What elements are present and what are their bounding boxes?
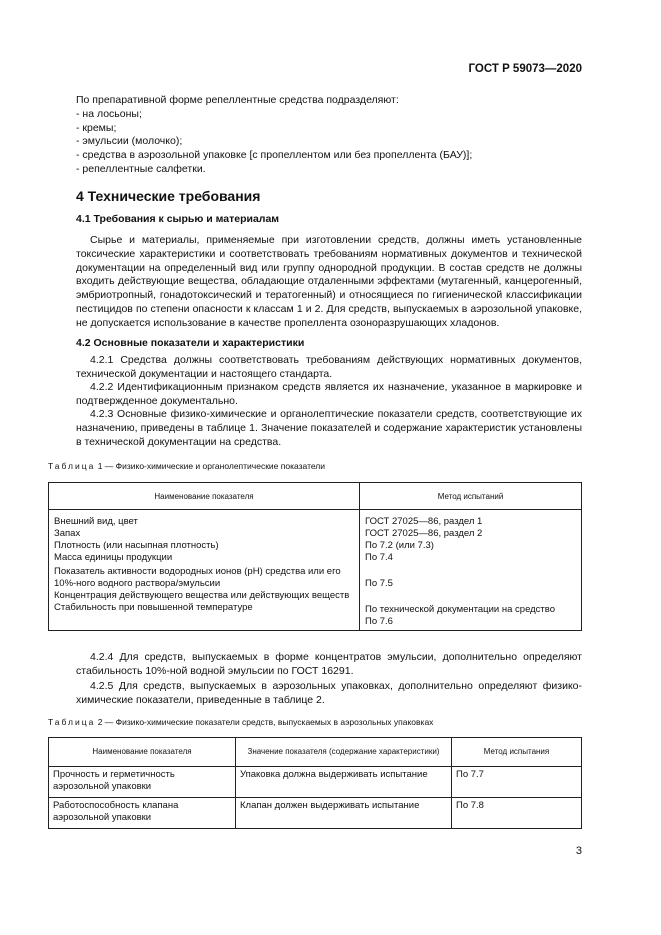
list-item: - репеллентные салфетки. (76, 163, 206, 175)
table-caption-text: 2 — Физико-химические показатели средств, выпускаемых в аэрозольных упаковках (97, 717, 434, 727)
table-row-name: Плотность (или насыпная плотность) (54, 540, 219, 551)
table-row (49, 798, 582, 829)
table-row-method: По 7.4 (365, 552, 393, 563)
table-cell: Прочность и герметичность аэрозольной упаковки (49, 767, 236, 798)
table-row-method: По 7.6 (365, 616, 393, 627)
list-item: - средства в аэрозольной упаковке [с пропеллентом или без пропеллента (БАУ)]; (76, 149, 473, 161)
column-header: Наименование показателя (49, 738, 236, 767)
table-row-name: Масса единицы продукции (54, 552, 173, 563)
table-caption-text: 1 — Физико-химические и органолептические показатели (97, 461, 326, 471)
table-row-method: ГОСТ 27025—86, раздел 2 (365, 528, 483, 539)
table-physchem-indicators (48, 482, 582, 631)
table-cell: Упаковка должна выдерживать испытание (236, 767, 452, 798)
column-header: Значение показателя (содержание характеристики) (236, 738, 452, 767)
list-item: - на лосьоны; (76, 108, 142, 120)
table-row-name: Запах (54, 528, 81, 539)
table-row-name: Внешний вид, цвет (54, 516, 138, 527)
paragraph-4-2-5: 4.2.5 Для средств, выпускаемых в аэрозольных упаковках, дополнительно определяют физико-химические показатели, приведенные в таблице 2. (76, 680, 582, 706)
table-cell: По 7.8 (452, 798, 582, 829)
table-row-name: Показатель активности водородных ионов (pH) средства или его 10%-ного водного раствора/эмульсии (54, 566, 341, 589)
column-header: Метод испытаний (360, 483, 582, 510)
paragraph-4-2-2: 4.2.2 Идентификационным признаком средств является их назначение, указанное в маркировке и подтвержденное документально. (76, 381, 582, 407)
table-row-method: По 7.2 (или 7.3) (365, 540, 434, 551)
paragraph-4-1: Сырье и материалы, применяемые при изготовлении средств, должны иметь установленные токсические характеристики и соответствовать требованиям нормативных документов и технической документации на определенный вид или группу однородной продукции. В состав средств не должны входить действующие вещества, обладающие отдаленными эффектами (мутагенный, канцерогенный, эмбриотропный, гонадотоксический и тератогенный) и относящиеся по гигиенической классификации пестицидов по степени опасности к классам 1 и 2. Для средств, выпускаемых в аэрозольной упаковке, не допускается использование в качестве пропеллента озоноразрушающих хладонов. (76, 234, 582, 329)
table-row (49, 767, 582, 798)
intro-lead: По препаративной форме репеллентные средства подразделяют: (76, 94, 399, 106)
paragraph-4-2-3: 4.2.3 Основные физико-химические и органолептические показатели средств, соответствующие их назначению, приведены в таблице 1. Значение показателей и содержание характеристик установлены в технической документации на средства. (76, 408, 582, 448)
table-aerosol-indicators (48, 737, 582, 829)
column-header: Метод испытания (452, 738, 582, 767)
paragraph-4-2-1: 4.2.1 Средства должны соответствовать требованиям действующих нормативных документов, технической документации и настоящего стандарта. (76, 354, 582, 380)
list-item: - эмульсии (молочко); (76, 135, 183, 147)
table-cell-methods (360, 510, 582, 631)
table-cell: Клапан должен выдерживать испытание (236, 798, 452, 829)
table-caption (48, 717, 433, 727)
subsection-title-4-1: 4.1 Требования к сырью и материалам (76, 213, 280, 225)
column-header: Наименование показателя (49, 483, 360, 510)
section-title: 4 Технические требования (76, 188, 261, 204)
table-caption (48, 461, 325, 471)
table-cell: По 7.7 (452, 767, 582, 798)
subsection-title-4-2: 4.2 Основные показатели и характеристики (76, 337, 305, 349)
table-row-name: Стабильность при повышенной температуре (54, 602, 253, 613)
list-item: - кремы; (76, 122, 117, 134)
table-row-method: По 7.5 (365, 578, 393, 589)
table-caption-label: Таблица (48, 717, 96, 727)
table-row-method: По технической документации на средство (365, 604, 556, 615)
page-number: 3 (575, 845, 582, 857)
table-cell-names (49, 510, 360, 631)
paragraph-4-2-4: 4.2.4 Для средств, выпускаемых в форме концентратов эмульсии, дополнительно определяют стабильность 10%-ной водной эмульсии по ГОСТ 16291. (76, 651, 582, 677)
table-cell: Работоспособность клапана аэрозольной упаковки (49, 798, 236, 829)
document-code-header: ГОСТ Р 59073—2020 (468, 63, 582, 75)
table-row-method: ГОСТ 27025—86, раздел 1 (365, 516, 483, 527)
table-caption-label: Таблица (48, 461, 96, 471)
table-row-name: Концентрация действующего вещества или действующих веществ (54, 590, 350, 601)
